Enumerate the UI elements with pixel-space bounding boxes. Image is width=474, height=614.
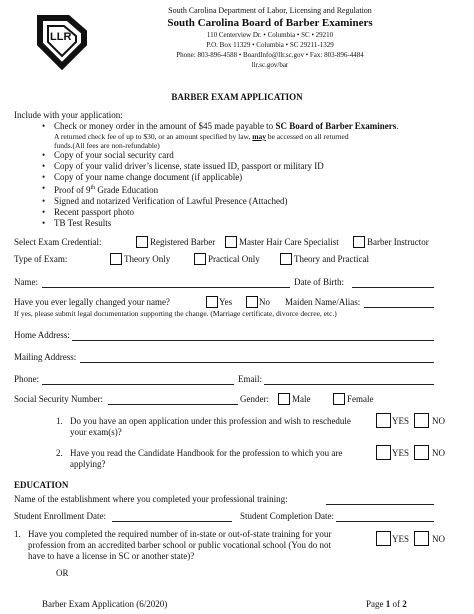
yes-label: Yes	[219, 297, 233, 307]
q1-no-checkbox[interactable]	[414, 413, 429, 428]
completion-date-label: Student Completion Date:	[240, 511, 334, 521]
exam-option-label: Practical Only	[208, 254, 260, 264]
question-number: 2.	[56, 448, 63, 458]
question-number: 1.	[56, 416, 63, 426]
no-label: NO	[432, 416, 445, 426]
yes-label: YES	[392, 448, 410, 458]
list-item: • TB Test Results	[40, 218, 460, 229]
name-change-note: If yes, please submit legal documentation supporting the change. (Marriage certificate, divorce decree, etc.)	[14, 309, 337, 318]
yes-label: YES	[392, 416, 410, 426]
female-label: Female	[347, 394, 374, 404]
list-item: • Copy of your name change document (if applicable)	[40, 172, 460, 183]
exam-option-label: Theory Only	[124, 254, 171, 264]
question-text: Have you read the Candidate Handbook for the profession to which you are	[70, 448, 343, 458]
maiden-name-label: Maiden Name/Alias:	[285, 297, 361, 307]
question-text: profession from an accredited barber school or public vocational school (You do not	[28, 540, 332, 550]
question-text: have to have a license in SC or another state)?	[28, 551, 195, 561]
credential-option-label: Barber Instructor	[367, 237, 429, 247]
exam-theory-only-checkbox[interactable]	[110, 253, 122, 265]
dob-field[interactable]	[352, 287, 434, 288]
address-line-2: P.O. Box 11329 • Columbia • SC 29211-1329	[206, 41, 334, 49]
credential-label: Select Exam Credential:	[14, 237, 102, 247]
list-item: • Copy of your social security card	[40, 150, 460, 161]
credential-barber-instructor-checkbox[interactable]	[353, 236, 365, 248]
email-field[interactable]	[264, 384, 434, 385]
ssn-label: Social Security Number:	[14, 394, 103, 404]
list-item: • Proof of 9th Grade Education	[40, 183, 460, 196]
credential-option-label: Master Hair Care Specialist	[239, 237, 339, 247]
establishment-field[interactable]	[326, 504, 434, 505]
phone-label: Phone:	[14, 374, 40, 384]
address-line-1: 110 Centerview Dr. • Columbia • SC • 29210	[206, 31, 334, 39]
dob-label: Date of Birth:	[294, 277, 344, 287]
q2-yes-checkbox[interactable]	[376, 445, 391, 460]
name-label: Name:	[14, 277, 38, 287]
credential-option-label: Registered Barber	[150, 237, 216, 247]
exam-option-label: Theory and Practical	[294, 254, 369, 264]
list-item: A returned check fee of up to $30, or an amount specified by law, may be accessed on all returned	[54, 132, 349, 141]
name-field[interactable]	[42, 287, 290, 288]
no-label: NO	[432, 534, 445, 544]
list-item: funds.(All fees are non-refundable)	[54, 141, 160, 150]
contact-line: Phone: 803-896-4588 • BoardInfo@llr.sc.gov • Fax: 803-896-4484	[176, 51, 364, 59]
list-item: • Recent passport photo	[40, 207, 460, 218]
completion-date-field[interactable]	[336, 521, 434, 522]
education-heading: EDUCATION	[14, 480, 69, 490]
name-change-no-checkbox[interactable]	[246, 296, 258, 308]
website: llr.sc.gov/bar	[251, 61, 289, 69]
question-text: applying?	[70, 459, 106, 469]
exam-type-label: Type of Exam:	[14, 254, 68, 264]
list-item: • Signed and notarized Verification of Lawful Presence (Attached)	[40, 196, 460, 207]
ssn-field[interactable]	[108, 404, 238, 405]
question-text: your exam(s)?	[70, 427, 122, 437]
yes-label: YES	[392, 534, 410, 544]
department-name: South Carolina Department of Labor, Licensing and Regulation	[168, 6, 372, 15]
home-address-label: Home Address:	[14, 330, 70, 340]
question-text: Have you completed the required number of in-state or out-of-state training for your	[28, 529, 332, 539]
credential-registered-barber-checkbox[interactable]	[136, 236, 148, 248]
gender-male-checkbox[interactable]	[278, 393, 290, 405]
credential-master-hair-care-checkbox[interactable]	[225, 236, 237, 248]
include-heading: Include with your application:	[14, 110, 123, 120]
board-name: South Carolina Board of Barber Examiners	[167, 17, 373, 29]
enrollment-date-field[interactable]	[112, 521, 232, 522]
enrollment-date-label: Student Enrollment Date:	[14, 511, 106, 521]
name-change-yes-checkbox[interactable]	[206, 296, 218, 308]
gender-female-checkbox[interactable]	[333, 393, 345, 405]
llr-logo	[34, 12, 90, 70]
edu-no-checkbox[interactable]	[414, 531, 429, 546]
edu-yes-checkbox[interactable]	[376, 531, 391, 546]
gender-label: Gender:	[240, 394, 269, 404]
q1-yes-checkbox[interactable]	[376, 413, 391, 428]
male-label: Male	[292, 394, 311, 404]
name-change-question: Have you ever legally changed your name?	[14, 297, 170, 307]
mailing-address-field[interactable]	[80, 362, 434, 363]
question-text: Do you have an open application under this profession and wish to reschedule	[70, 416, 351, 426]
list-item: • Copy of your valid driver’s license, state issued ID, passport or military ID	[40, 161, 460, 172]
phone-field[interactable]	[42, 384, 234, 385]
no-label: No	[259, 297, 270, 307]
exam-theory-and-practical-checkbox[interactable]	[280, 253, 292, 265]
or-label: OR	[56, 568, 69, 578]
page-indicator: Page 1 of 2	[366, 599, 407, 609]
list-item: • Check or money order in the amount of $45 made payable to SC Board of Barber Examiners.	[40, 121, 460, 132]
q2-no-checkbox[interactable]	[414, 445, 429, 460]
no-label: NO	[432, 448, 445, 458]
question-number: 1.	[14, 529, 21, 539]
home-address-field[interactable]	[72, 340, 434, 341]
mailing-address-label: Mailing Address:	[14, 352, 77, 362]
requirements-list	[40, 121, 460, 229]
footer-form-id: Barber Exam Application (6/2020)	[42, 599, 168, 609]
form-title: BARBER EXAM APPLICATION	[171, 92, 303, 102]
email-label: Email:	[238, 374, 262, 384]
exam-practical-only-checkbox[interactable]	[194, 253, 206, 265]
maiden-name-field[interactable]	[364, 307, 434, 308]
logo-text: LLR	[50, 31, 72, 43]
establishment-label: Name of the establishment where you completed your professional training:	[14, 494, 288, 504]
